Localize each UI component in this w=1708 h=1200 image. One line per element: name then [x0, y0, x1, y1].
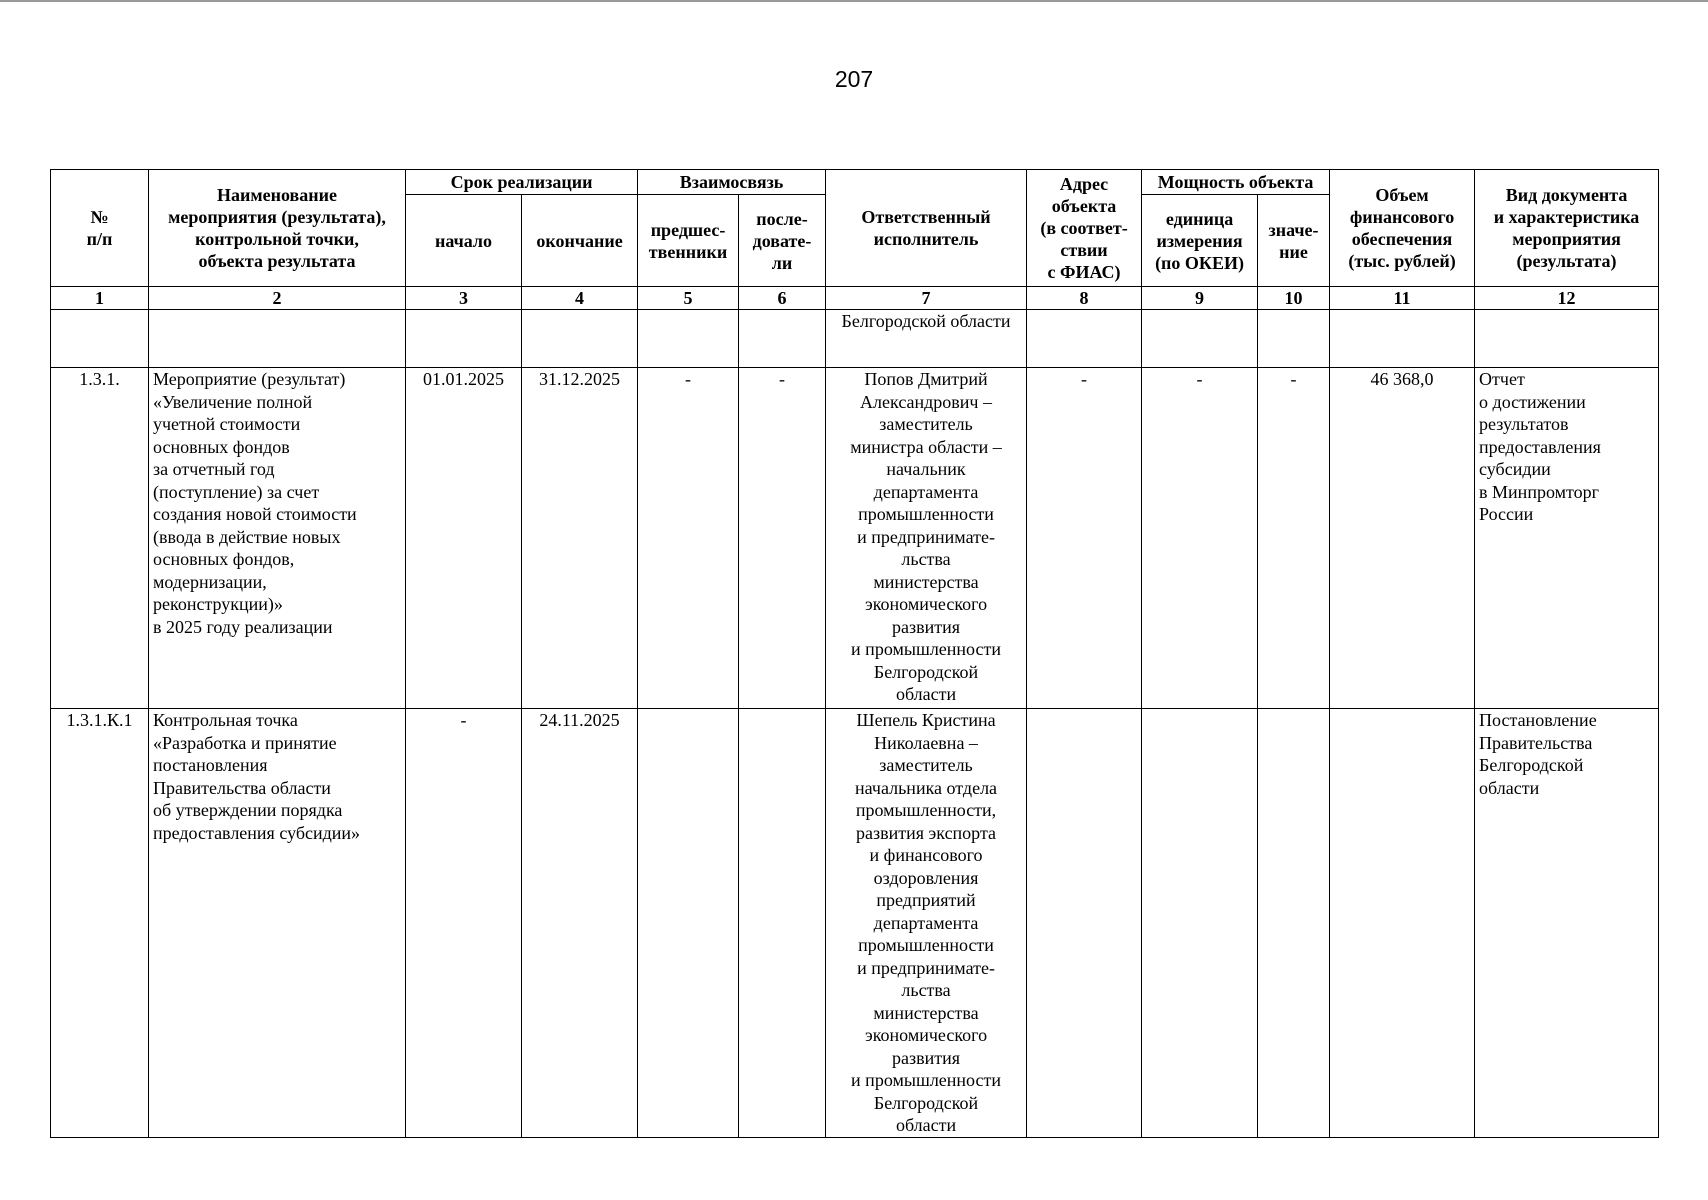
table-row-control-point [51, 709, 1659, 1138]
row-end-date [522, 310, 638, 368]
row-start-date: 01.01.2025 [406, 368, 522, 709]
row-activity-name: Мероприятие (результат) «Увеличение полной учетной стоимости основных фондов за отчетный год (поступление) за счет создания новой стоимости (ввода в действие новых основных фондов, модернизации, реконструкции)» в 2025 году реализации [149, 368, 406, 709]
column-numbers-row [51, 287, 1659, 310]
row-number: 1.3.1. [51, 368, 149, 709]
row-successors [739, 310, 826, 368]
row-activity-name: Контрольная точка «Разработка и принятие постановления Правительства области об утверждении порядка предоставления субсидии» [149, 709, 406, 1138]
row-document-type [1475, 310, 1659, 368]
column-number: 11 [1330, 287, 1475, 310]
header-interrelation: Взаимосвязь [638, 170, 826, 195]
row-financing [1330, 709, 1475, 1138]
row-responsible: Попов Дмитрий Александрович – заместитель министра области – начальник департамента промышленности и предпринимате- льства министерства экономического развития и промышленности Белгородской области [826, 368, 1027, 709]
row-successors: - [739, 368, 826, 709]
header-predecessors: предшес- твенники [638, 195, 739, 287]
row-successors [739, 709, 826, 1138]
row-predecessors: - [638, 368, 739, 709]
column-number: 10 [1258, 287, 1330, 310]
header-start: начало [406, 195, 522, 287]
row-document-type: Постановление Правительства Белгородской области [1475, 709, 1659, 1138]
header-unit: единица измерения (по ОКЕИ) [1142, 195, 1258, 287]
row-financing: 46 368,0 [1330, 368, 1475, 709]
table-row-continuation [51, 310, 1659, 368]
header-financing: Объем финансового обеспечения (тыс. рублей) [1330, 170, 1475, 287]
header-object-capacity: Мощность объекта [1142, 170, 1330, 195]
row-responsible: Белгородской области [826, 310, 1027, 368]
header-row-top [51, 170, 1659, 195]
column-number: 9 [1142, 287, 1258, 310]
row-number: 1.3.1.К.1 [51, 709, 149, 1138]
column-number: 2 [149, 287, 406, 310]
header-number: № п/п [51, 170, 149, 287]
row-address [1027, 709, 1142, 1138]
row-value [1258, 709, 1330, 1138]
row-activity-name [149, 310, 406, 368]
header-responsible: Ответственный исполнитель [826, 170, 1027, 287]
row-document-type: Отчет о достижении результатов предоставления субсидии в Минпромторг России [1475, 368, 1659, 709]
row-unit [1142, 310, 1258, 368]
header-value: значе- ние [1258, 195, 1330, 287]
row-address [1027, 310, 1142, 368]
row-start-date [406, 310, 522, 368]
row-value [1258, 310, 1330, 368]
column-number: 1 [51, 287, 149, 310]
header-end: окончание [522, 195, 638, 287]
page-number: 207 [834, 66, 874, 92]
header-implementation-period: Срок реализации [406, 170, 638, 195]
header-successors: после- довате- ли [739, 195, 826, 287]
row-address: - [1027, 368, 1142, 709]
column-number: 6 [739, 287, 826, 310]
row-predecessors [638, 709, 739, 1138]
column-number: 8 [1027, 287, 1142, 310]
header-address: Адрес объекта (в соответ- ствии с ФИАС) [1027, 170, 1142, 287]
row-responsible: Шепель Кристина Николаевна – заместитель начальника отдела промышленности, развития экспорта и финансового оздоровления предприятий департамента промышленности и предпринимате- льства министерства экономического развития и промышленности Белгородской области [826, 709, 1027, 1138]
table-row-activity [51, 368, 1659, 709]
row-value: - [1258, 368, 1330, 709]
column-number: 4 [522, 287, 638, 310]
row-unit [1142, 709, 1258, 1138]
scan-top-edge [0, 0, 1708, 2]
header-document-type: Вид документа и характеристика мероприятия (результата) [1475, 170, 1659, 287]
row-financing [1330, 310, 1475, 368]
row-unit: - [1142, 368, 1258, 709]
column-number: 7 [826, 287, 1027, 310]
row-start-date: - [406, 709, 522, 1138]
column-number: 5 [638, 287, 739, 310]
row-predecessors [638, 310, 739, 368]
row-end-date: 24.11.2025 [522, 709, 638, 1138]
column-number: 3 [406, 287, 522, 310]
header-activity-name: Наименование мероприятия (результата), контрольной точки, объекта результата [149, 170, 406, 287]
column-number: 12 [1475, 287, 1659, 310]
row-number [51, 310, 149, 368]
implementation-plan-table [50, 169, 1659, 1138]
row-end-date: 31.12.2025 [522, 368, 638, 709]
